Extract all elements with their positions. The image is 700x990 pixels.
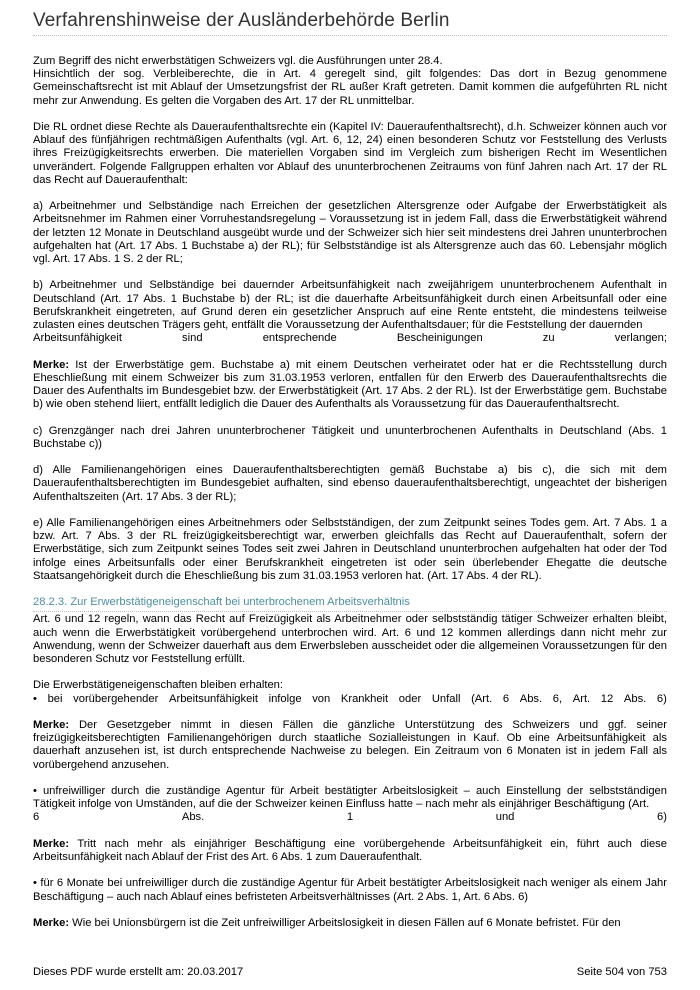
section-bullet-2: • unfreiwilliger durch die zuständige Agentur für Arbeit bestätigter Arbeitslosigkeit – auch Einstellung der selbstständigen Tätigkeit infolge von Umständen, auf die der Schweizer keinen Einfluss hatte – nach mehr als einjähriger Beschäftigung (Art. [33, 785, 667, 811]
word: 12 [600, 692, 614, 705]
word: 6) [657, 811, 667, 824]
word: 6 [33, 811, 40, 824]
word: 6, [552, 692, 563, 705]
word: verlangen; [614, 332, 667, 345]
word: Arbeitsunfähigkeit [33, 332, 122, 345]
word: vorübergehender [73, 692, 159, 705]
word: oder [398, 692, 422, 705]
paragraph-c: c) Grenzgänger nach drei Jahren ununterbrochener Tätigkeit und ununterbrochenen Aufenthalts in Deutschland (Abs. 1 Buchstabe c)) [33, 424, 667, 450]
word: (Art. [471, 692, 493, 705]
merke-label: Merke: [33, 916, 70, 929]
word: zu [542, 332, 555, 345]
section-bullet-3: • für 6 Monate bei unfreiwilliger durch die zuständige Agentur für Arbeit bestätigter Arbeitslosigkeit nach weniger als einem Jahr Beschäftigung – auch nach Ablauf eines befristeten Arbeitsverhältnisses (Art. 2 Abs. 1, Art. 6 Abs. 6) [33, 877, 667, 903]
merke-label: Merke: [33, 837, 70, 850]
word: von [312, 692, 331, 705]
word: Krankheit [340, 692, 389, 705]
section-bullet-2-last-line [33, 811, 667, 824]
paragraph-b-last-line [33, 332, 667, 345]
section-paragraph-1: Art. 6 und 12 regeln, wann das Recht auf Freizügigkeit als Arbeitnehmer oder selbstständig tätiger Schweizer erhalten bleibt, auch wenn die Erwerbstätigkeit vorübergehend unterbrochen wird. Art. 6 und 12 kommen allerdings dann nicht mehr zur Anwendung, wenn der Schweizer dauerhaft aus dem Erwerbsleben ausscheidet oder die allgemeinen Voraussetzungen für den besonderen Schutz vor Feststellung erfüllt. [33, 613, 667, 666]
merke-label: Merke: [33, 358, 70, 371]
paragraph-a: a) Arbeitnehmer und Selbständige nach Erreichen der gesetzlichen Altersgrenze oder Aufgabe der Erwerbstätigkeit als Arbeitsnehmer im Rahmen einer Vorruhestandsregelung – Voraussetzung ist in jedem Fall, dass die Erwerbstätigkeit während der letzten 12 Monate in Deutschland ausgeübt wurde und der Schweizer sich hier seit mindestens drei Jahren ununterbrochen aufgehalten hat (Art. 17 Abs. 1 Buchstabe a) der RL); für Selbstständige ist als Altersgrenze auch das 60. Lebensjahr möglich vgl. Art. 17 Abs. 1 S. 2 der RL; [33, 200, 667, 266]
paragraph-merke-4 [33, 917, 667, 930]
intro-line: Zum Begriff des nicht erwerbstätigen Schweizers vgl. die Ausführungen unter 28.4. [33, 55, 443, 67]
word: entsprechende [262, 332, 337, 345]
merke-text: Ist der Erwerbstätige gem. Buchstabe a) mit einem Deutschen verheiratet oder hat er die Rechtsstellung durch Eheschließung mit einem Schweizer bis zum 31.03.1953 verloren, entfallen für den Erwerb des Daueraufenthaltsrechts die Dauer des Aufenthalts im Bundesgebiet bzw. der Erwerbstätigkeit (Art. 17 Abs. 2 der RL). Ist der Erwerbstätige gem. Buchstabe b) wie oben stehend liiert, entfällt lediglich die Dauer des Aufenthalts als Voraussetzung für das Daueraufenthaltsrecht. [33, 358, 667, 411]
paragraph-merke-1 [33, 359, 667, 412]
paragraph-merke-3 [33, 838, 667, 864]
section-bullet-1 [33, 693, 667, 706]
word: Abs. [623, 692, 647, 705]
word: 6) [656, 692, 667, 705]
paragraph-rl: Die RL ordnet diese Rechte als Daueraufenthaltsrechte ein (Kapitel IV: Daueraufenthaltsrecht), d.h. Schweizer können auch vor Ablauf des fünfjährigen rechtmäßigen Aufenthalts (vgl. Art. 6, 12, 24) einen besonderen Schutz vor Feststellung des Verlusts ihres Freizügigkeitsrechts erwerben. Die materiellen Vorgaben sind im Vergleich zum bisherigen Recht im Wesentlichen unverändert. Folgende Fallgruppen erhalten vor Ablauf des ununterbrochenen Zeitraums von fünf Jahren nach Art. 17 der RL das Recht auf Daueraufenthalt: [33, 121, 667, 186]
word: Abs. [181, 811, 205, 824]
paragraph-b: b) Arbeitnehmer und Selbständige bei dauernder Arbeitsunfähigkeit nach zweijährigem ununterbrochenem Aufenthalt in Deutschland (Art. 17 Abs. 1 Buchstabe b) der RL; ist die dauerhafte Arbeitsunfähigkeit durch einen Arbeitsunfall oder eine Berufskrankheit eingetreten, auf Grund deren ein gesetzlicher Anspruch auf eine Rente entsteht, die mindestens teilweise zulasten eines deutschen Trägers geht, entfällt die Voraussetzung der Aufenthaltsdauer; für die Feststellung der dauernden [33, 279, 667, 332]
page-header-title: Verfahrenshinweise der Ausländerbehörde Berlin [33, 10, 450, 31]
paragraph-d: d) Alle Familienangehörigen eines Daueraufenthaltsberechtigten gemäß Buchstabe a) bis c), die sich mit dem Daueraufenthaltsberechtigten im Bundesgebiet aufhalten, sind ebenso daueraufenthaltsberechtigt, ungeachtet der bisherigen Aufenthaltszeiten (Art. 17 Abs. 3 der RL); [33, 464, 667, 503]
header-divider [33, 35, 667, 36]
word: • [33, 692, 37, 705]
word: 6 [502, 692, 510, 705]
paragraph-e: e) Alle Familienangehörigen eines Arbeitnehmers oder Selbstständigen, der zum Zeitpunkt seines Todes gem. Art. 7 Abs. 1 a bzw. Art. 7 Abs. 3 der RL freizügigkeitsberechtigt war, erwerben gleichfalls das Recht auf Daueraufenthalt, sofern der Erwerbstätige, sich zum Zeitpunkt seines Todes seit zwei Jahren in Deutschland ununterbrochen aufgehalten hat oder der Tod infolge eines Arbeitsunfalls oder einer Berufskrankheit eingetreten ist oder sein überlebender Ehegatte die deutsche Staatsangehörigkeit durch die Eheschließung bis zum 31.03.1953 verloren hat. (Art. 17 Abs. 4 der RL). [33, 517, 667, 582]
section-heading: 28.2.3. Zur Erwerbstätigeneigenschaft bei unterbrochenem Arbeitsverhältnis [33, 596, 667, 612]
merke-text: Der Gesetzgeber nimmt in diesen Fällen die gänzliche Unterstützung des Schweizers und ggf. seiner freizügigkeitsberechtigten Familienangehörigen durch staatliche Sozialleistungen in Kauf. Ob eine Arbeitsunfähigkeit als dauerhaft anzusehen ist, ist durch entsprechende Nachweise zu belegen. Ein Zeitraum von 6 Monaten ist in jedem Fall als vorübergehend anzusehen. [33, 719, 667, 771]
word: sind [182, 332, 203, 345]
footer-created-date: Dieses PDF wurde erstellt am: 20.03.2017 [33, 966, 244, 978]
merke-label: Merke: [33, 719, 70, 731]
word: Bescheinigungen [396, 332, 483, 345]
word: infolge [268, 692, 302, 705]
word: 1 [346, 811, 354, 824]
paragraph-intro [33, 55, 667, 108]
paragraph-merke-2 [33, 719, 667, 772]
intro-rest: Hinsichtlich der sog. Verbleiberechte, die in Art. 4 geregelt sind, gilt folgendes: Das dort in Bezug genommene Gemeinschaftsrecht ist mit Ablauf der Umsetzungsfrist der RL außer Kraft getreten. Damit kommen die aufgeführten RL nicht mehr zur Anwendung. Es gelten die Vorgaben des Art. 17 der RL unmittelbar. [33, 68, 667, 107]
merke-text: Tritt nach mehr als einjähriger Beschäftigung eine vorübergehende Arbeitsunfähigkeit ein, führt auch diese Arbeitsunfähigkeit nach Ablauf der Frist des Art. 6 Abs. 1 zum Daueraufenthalt. [33, 837, 667, 863]
word: Art. [572, 692, 591, 705]
section-paragraph-2: Die Erwerbstätigeneigenschaften bleiben erhalten: [33, 679, 284, 692]
word: und [495, 811, 515, 824]
merke-text: Wie bei Unionsbürgern ist die Zeit unfreiwilliger Arbeitslosigkeit in diesen Fällen auf 6 Monate befristet. Für den [69, 916, 621, 929]
word: Abs. [519, 692, 543, 705]
word: bei [47, 692, 63, 705]
word: Unfall [431, 692, 461, 705]
document-body [33, 55, 667, 943]
footer-page-number: Seite 504 von 753 [576, 966, 667, 978]
word: Arbeitsunfähigkeit [169, 692, 258, 705]
